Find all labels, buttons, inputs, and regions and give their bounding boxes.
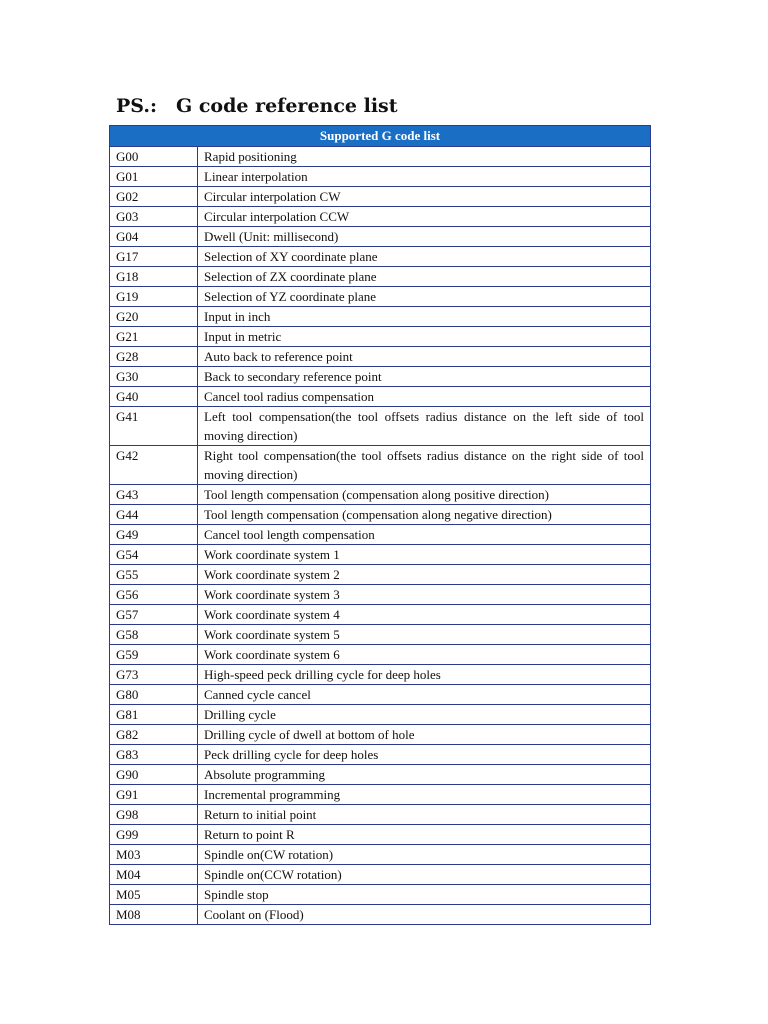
description-cell: Incremental programming xyxy=(198,785,651,805)
table-row xyxy=(110,167,651,187)
table-row xyxy=(110,585,651,605)
description-cell: Return to point R xyxy=(198,825,651,845)
code-cell: G43 xyxy=(110,485,198,505)
table-row xyxy=(110,387,651,407)
code-cell: G83 xyxy=(110,745,198,765)
table-row xyxy=(110,725,651,745)
description-cell: Cancel tool length compensation xyxy=(198,525,651,545)
table-row xyxy=(110,227,651,247)
description-cell: Work coordinate system 5 xyxy=(198,625,651,645)
code-cell: G81 xyxy=(110,705,198,725)
code-cell: G55 xyxy=(110,565,198,585)
code-cell: G21 xyxy=(110,327,198,347)
table-row xyxy=(110,407,651,446)
table-row xyxy=(110,505,651,525)
description-cell: Cancel tool radius compensation xyxy=(198,387,651,407)
code-cell: G57 xyxy=(110,605,198,625)
description-cell: Work coordinate system 2 xyxy=(198,565,651,585)
table-row xyxy=(110,367,651,387)
table-row xyxy=(110,685,651,705)
code-cell: G58 xyxy=(110,625,198,645)
description-cell: Selection of ZX coordinate plane xyxy=(198,267,651,287)
table-row xyxy=(110,885,651,905)
description-cell: High-speed peck drilling cycle for deep holes xyxy=(198,665,651,685)
g-code-table xyxy=(109,125,651,925)
table-row xyxy=(110,705,651,725)
code-cell: G90 xyxy=(110,765,198,785)
code-cell: G73 xyxy=(110,665,198,685)
code-cell: G00 xyxy=(110,147,198,167)
description-cell: Selection of XY coordinate plane xyxy=(198,247,651,267)
description-cell: Rapid positioning xyxy=(198,147,651,167)
description-cell: Canned cycle cancel xyxy=(198,685,651,705)
table-row xyxy=(110,785,651,805)
description-cell: Linear interpolation xyxy=(198,167,651,187)
code-cell: G04 xyxy=(110,227,198,247)
table-row xyxy=(110,287,651,307)
code-cell: G99 xyxy=(110,825,198,845)
table-row xyxy=(110,347,651,367)
code-cell: G17 xyxy=(110,247,198,267)
table-row xyxy=(110,845,651,865)
code-cell: G20 xyxy=(110,307,198,327)
description-cell: Right tool compensation(the tool offsets radius distance on the right side of tool moving direction) xyxy=(198,446,651,485)
code-cell: G44 xyxy=(110,505,198,525)
heading-title: G code reference list xyxy=(176,95,398,117)
table-body xyxy=(110,147,651,925)
table-row xyxy=(110,805,651,825)
table-row xyxy=(110,446,651,485)
code-cell: G30 xyxy=(110,367,198,387)
code-cell: G40 xyxy=(110,387,198,407)
table-row xyxy=(110,327,651,347)
description-cell: Circular interpolation CCW xyxy=(198,207,651,227)
description-cell: Return to initial point xyxy=(198,805,651,825)
description-cell: Input in metric xyxy=(198,327,651,347)
description-cell: Work coordinate system 4 xyxy=(198,605,651,625)
code-cell: G59 xyxy=(110,645,198,665)
table-row xyxy=(110,187,651,207)
code-cell: G42 xyxy=(110,446,198,485)
description-cell: Left tool compensation(the tool offsets radius distance on the left side of tool moving direction) xyxy=(198,407,651,446)
description-cell: Tool length compensation (compensation along negative direction) xyxy=(198,505,651,525)
heading-prefix: PS.: xyxy=(116,95,157,117)
table-header: Supported G code list xyxy=(110,126,651,147)
code-cell: G19 xyxy=(110,287,198,307)
code-cell: G03 xyxy=(110,207,198,227)
table-row xyxy=(110,525,651,545)
table-row xyxy=(110,307,651,327)
table-row xyxy=(110,485,651,505)
description-cell: Work coordinate system 6 xyxy=(198,645,651,665)
table-row xyxy=(110,865,651,885)
code-cell: M08 xyxy=(110,905,198,925)
code-cell: G28 xyxy=(110,347,198,367)
table-header-row xyxy=(110,126,651,147)
code-cell: G18 xyxy=(110,267,198,287)
description-cell: Peck drilling cycle for deep holes xyxy=(198,745,651,765)
description-cell: Absolute programming xyxy=(198,765,651,785)
description-cell: Work coordinate system 1 xyxy=(198,545,651,565)
table-row xyxy=(110,645,651,665)
code-cell: G01 xyxy=(110,167,198,187)
description-cell: Selection of YZ coordinate plane xyxy=(198,287,651,307)
code-cell: G98 xyxy=(110,805,198,825)
description-cell: Spindle stop xyxy=(198,885,651,905)
page-heading xyxy=(116,94,398,118)
code-cell: G54 xyxy=(110,545,198,565)
code-cell: M05 xyxy=(110,885,198,905)
description-cell: Input in inch xyxy=(198,307,651,327)
description-cell: Work coordinate system 3 xyxy=(198,585,651,605)
table-row xyxy=(110,267,651,287)
description-cell: Coolant on (Flood) xyxy=(198,905,651,925)
code-cell: M03 xyxy=(110,845,198,865)
description-cell: Dwell (Unit: millisecond) xyxy=(198,227,651,247)
code-cell: G82 xyxy=(110,725,198,745)
table-row xyxy=(110,905,651,925)
description-cell: Spindle on(CCW rotation) xyxy=(198,865,651,885)
description-cell: Auto back to reference point xyxy=(198,347,651,367)
table-row xyxy=(110,765,651,785)
table-row xyxy=(110,247,651,267)
code-cell: G56 xyxy=(110,585,198,605)
code-cell: G49 xyxy=(110,525,198,545)
table-row xyxy=(110,625,651,645)
table-row xyxy=(110,565,651,585)
description-cell: Drilling cycle of dwell at bottom of hole xyxy=(198,725,651,745)
description-cell: Spindle on(CW rotation) xyxy=(198,845,651,865)
code-cell: M04 xyxy=(110,865,198,885)
code-cell: G91 xyxy=(110,785,198,805)
description-cell: Circular interpolation CW xyxy=(198,187,651,207)
table-row xyxy=(110,207,651,227)
code-cell: G41 xyxy=(110,407,198,446)
table-row xyxy=(110,605,651,625)
table-row xyxy=(110,665,651,685)
table-row xyxy=(110,545,651,565)
code-cell: G80 xyxy=(110,685,198,705)
description-cell: Drilling cycle xyxy=(198,705,651,725)
table-row xyxy=(110,825,651,845)
description-cell: Back to secondary reference point xyxy=(198,367,651,387)
table-row xyxy=(110,147,651,167)
code-cell: G02 xyxy=(110,187,198,207)
description-cell: Tool length compensation (compensation along positive direction) xyxy=(198,485,651,505)
table-row xyxy=(110,745,651,765)
